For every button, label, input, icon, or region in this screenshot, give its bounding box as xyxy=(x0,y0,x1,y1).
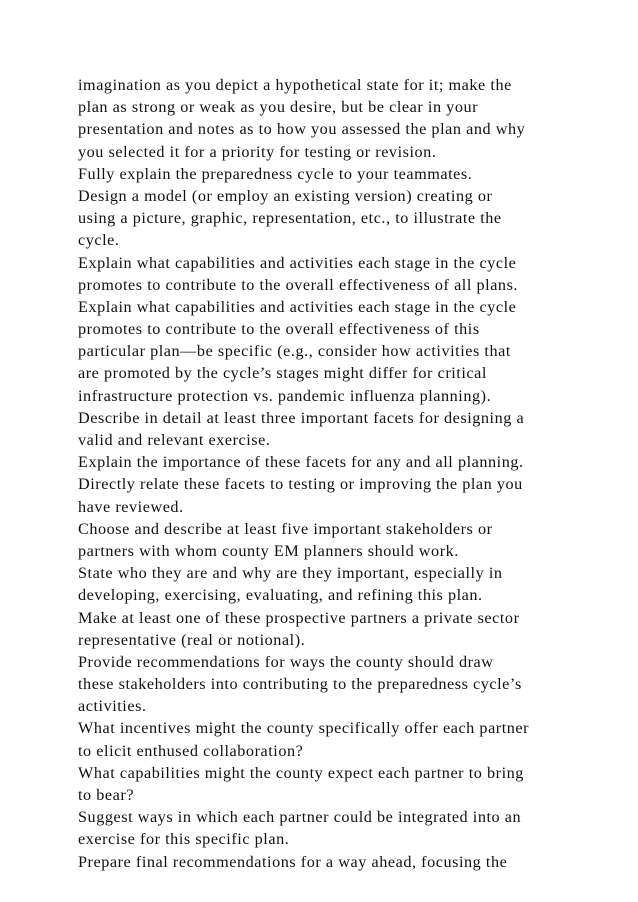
text-line: Fully explain the preparedness cycle to your teammates. xyxy=(78,164,473,183)
text-line: representative (real or notional). xyxy=(78,630,306,649)
text-line: partners with whom county EM planners should work. xyxy=(78,541,459,560)
text-line: particular plan—be specific (e.g., consider how activities that xyxy=(78,342,511,361)
text-line: Suggest ways in which each partner could be integrated into an xyxy=(78,808,522,827)
text-line: valid and relevant exercise. xyxy=(78,431,271,449)
text-line: cycle. xyxy=(78,231,120,250)
text-line: these stakeholders into contributing to the preparedness cycle’s xyxy=(78,675,522,694)
text-line: developing, exercising, evaluating, and refining this plan. xyxy=(78,586,483,605)
text-line: Design a model (or employ an existing version) creating or xyxy=(78,186,493,205)
text-line: using a picture, graphic, representation, etc., to illustrate the xyxy=(78,209,502,228)
text-line: infrastructure protection vs. pandemic influenza planning). xyxy=(78,386,492,405)
text-line: you selected it for a priority for testing or revision. xyxy=(78,142,437,161)
text-line: have reviewed. xyxy=(78,497,184,516)
text-line: to elicit enthused collaboration? xyxy=(78,741,304,760)
text-line: Explain the importance of these facets for any and all planning. xyxy=(78,453,524,472)
text-line: Prepare final recommendations for a way ahead, focusing the xyxy=(78,852,508,871)
text-line: Directly relate these facets to testing or improving the plan you xyxy=(78,475,523,494)
text-line: Explain what capabilities and activities each stage in the cycle xyxy=(78,253,517,272)
text-line: to bear? xyxy=(78,786,135,804)
text-line: Choose and describe at least five important stakeholders or xyxy=(78,519,493,538)
text-line: activities. xyxy=(78,697,147,716)
text-line: imagination as you depict a hypothetical state for it; make the xyxy=(78,76,512,94)
text-line: presentation and notes as to how you assessed the plan and why xyxy=(78,120,526,139)
text-line: Describe in detail at least three important facets for designing a xyxy=(78,408,525,427)
text-line: State who they are and why are they important, especially in xyxy=(78,564,503,583)
text-line: Provide recommendations for ways the county should draw xyxy=(78,652,494,671)
text-line: Make at least one of these prospective partners a private sector xyxy=(78,608,520,627)
text-line: What capabilities might the county expect each partner to bring xyxy=(78,763,524,782)
text-line: are promoted by the cycle’s stages might differ for critical xyxy=(78,364,487,383)
text-line: Explain what capabilities and activities each stage in the cycle xyxy=(78,297,517,316)
text-line: promotes to contribute to the overall effectiveness of this xyxy=(78,320,480,339)
text-line: promotes to contribute to the overall effectiveness of all plans. xyxy=(78,275,519,294)
document-text xyxy=(78,74,578,873)
text-line: exercise for this specific plan. xyxy=(78,830,290,849)
text-line: plan as strong or weak as you desire, but be clear in your xyxy=(78,98,479,117)
text-line: What incentives might the county specifically offer each partner xyxy=(78,719,530,738)
